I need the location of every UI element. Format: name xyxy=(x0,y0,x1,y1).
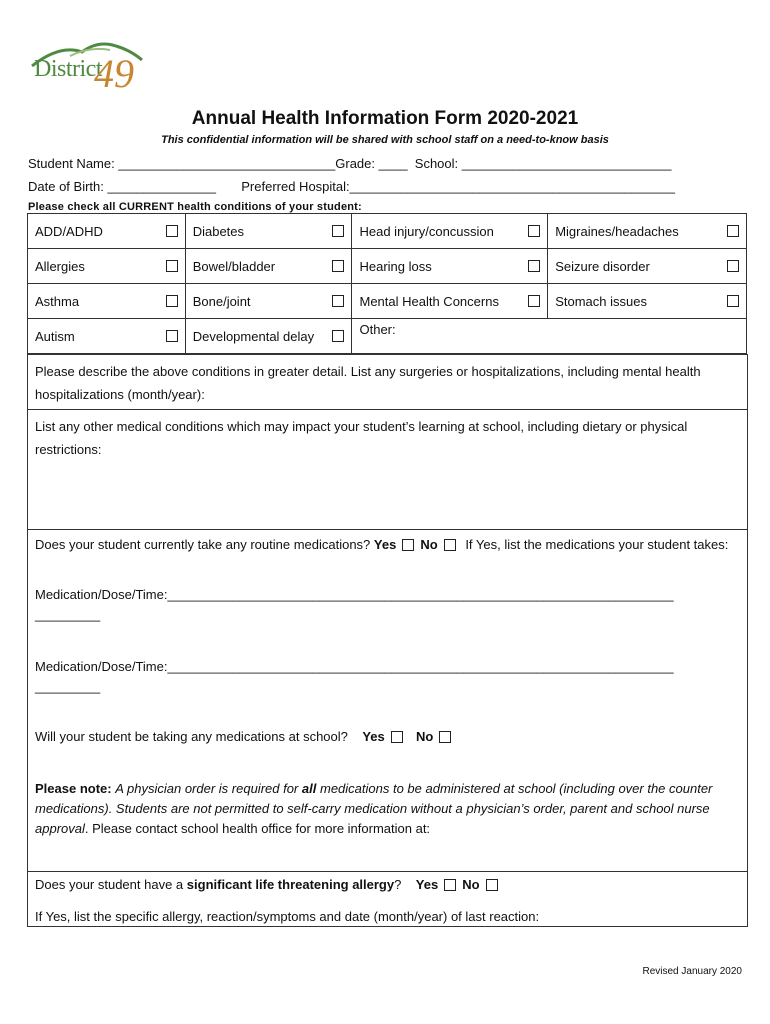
school-meds-no-label: No xyxy=(416,729,434,744)
condition-checkbox[interactable] xyxy=(727,295,739,307)
allergy-yes-checkbox[interactable] xyxy=(444,879,456,891)
condition-label: Autism xyxy=(35,328,75,344)
form-subtitle: This confidential information will be shared with school staff on a need-to-know basis xyxy=(161,134,609,146)
condition-checkbox[interactable] xyxy=(166,295,178,307)
describe-prompt: Please describe the above conditions in greater detail. List any surgeries or hospitalizations, including mental health hospitalizations (month/year): xyxy=(35,364,701,402)
physician-note: Please note: A physician order is required for all medications to be administered at school (including over the counter medications). Students are not permitted to self-carry medication without a physician’s order, parent and school nurse approval. Please contact school health office for more information at: xyxy=(35,781,713,836)
describe-box[interactable] xyxy=(27,354,748,410)
condition-label: Asthma xyxy=(35,293,80,309)
condition-label: Migraines/headaches xyxy=(555,223,679,239)
condition-checkbox[interactable] xyxy=(727,225,739,237)
district-logo xyxy=(30,38,150,110)
condition-label: Head injury/concussion xyxy=(359,223,494,239)
student-line xyxy=(28,156,671,171)
table-row xyxy=(28,214,747,249)
school-meds-no-checkbox[interactable] xyxy=(439,731,451,743)
condition-label: Developmental delay xyxy=(192,328,315,344)
school-meds-yes-label: Yes xyxy=(362,729,385,744)
conditions-table xyxy=(27,213,747,354)
hospital-label: Preferred Hospital: xyxy=(241,179,350,194)
meds-yes-checkbox[interactable] xyxy=(402,539,414,551)
condition-checkbox[interactable] xyxy=(528,225,540,237)
medications-box xyxy=(27,529,748,872)
condition-label: Allergies xyxy=(35,258,85,274)
medication-line-2[interactable]: Medication/Dose/Time:______________________________________________________________________ _________ xyxy=(35,659,674,694)
table-row xyxy=(28,319,747,354)
school-field[interactable]: _____________________________ xyxy=(461,156,672,171)
dob-line xyxy=(28,179,675,194)
condition-checkbox[interactable] xyxy=(166,225,178,237)
condition-checkbox[interactable] xyxy=(332,330,344,342)
table-row xyxy=(28,249,747,284)
allergy-yes-label: Yes xyxy=(415,877,439,892)
grade-label: Grade: xyxy=(335,156,375,171)
meds-question-line: Does your student currently take any routine medications? Yes No If Yes, list the medications your student takes: xyxy=(35,537,729,552)
meds-at-school-line: Will your student be taking any medications at school? Yes No xyxy=(35,727,740,747)
school-label: School: xyxy=(414,156,459,171)
condition-checkbox[interactable] xyxy=(528,260,540,272)
allergy-no-checkbox[interactable] xyxy=(486,879,498,891)
allergy-no-label: No xyxy=(462,877,480,892)
condition-label: Bone/joint xyxy=(192,293,251,309)
meds-yes-label: Yes xyxy=(373,537,397,552)
grade-field[interactable]: ____ xyxy=(378,156,408,171)
other-conditions-box[interactable] xyxy=(27,409,748,530)
condition-checkbox[interactable] xyxy=(332,295,344,307)
conditions-heading: Please check all CURRENT health conditions of your student: xyxy=(28,201,362,213)
school-meds-yes-checkbox[interactable] xyxy=(391,731,403,743)
student-name-label: Student Name: xyxy=(28,156,115,171)
other-conditions-prompt: List any other medical conditions which may impact your student’s learning at school, including dietary or physical restrictions: xyxy=(35,419,688,457)
condition-label: Stomach issues xyxy=(555,293,647,309)
condition-label: Bowel/bladder xyxy=(192,258,276,274)
condition-checkbox[interactable] xyxy=(332,260,344,272)
condition-checkbox[interactable] xyxy=(727,260,739,272)
allergy-box xyxy=(27,871,748,927)
hospital-field[interactable]: _____________________________________________ xyxy=(349,179,675,194)
form-title: Annual Health Information Form 2020-2021 xyxy=(191,108,579,129)
allergy-question-line: Does your student have a significant life threatening allergy? Yes No xyxy=(35,874,740,896)
condition-label: ADD/ADHD xyxy=(35,223,103,239)
condition-checkbox[interactable] xyxy=(166,260,178,272)
condition-label: Mental Health Concerns xyxy=(359,293,499,309)
condition-label: Seizure disorder xyxy=(555,258,650,274)
meds-no-label: No xyxy=(420,537,438,552)
revision-date: Revised January 2020 xyxy=(642,966,742,977)
condition-label: Hearing loss xyxy=(359,258,432,274)
logo-number: 49 xyxy=(94,51,134,96)
condition-checkbox[interactable] xyxy=(528,295,540,307)
condition-checkbox[interactable] xyxy=(166,330,178,342)
dob-label: Date of Birth: xyxy=(28,179,104,194)
logo-text: District xyxy=(34,56,102,82)
condition-label: Diabetes xyxy=(192,223,245,239)
table-row xyxy=(28,284,747,319)
condition-checkbox[interactable] xyxy=(332,225,344,237)
other-label: Other: xyxy=(359,322,396,337)
student-name-field[interactable]: ______________________________ xyxy=(118,156,336,171)
meds-no-checkbox[interactable] xyxy=(444,539,456,551)
dob-field[interactable]: _______________ xyxy=(107,179,216,194)
medication-line-1[interactable]: Medication/Dose/Time:______________________________________________________________________ _________ xyxy=(35,587,674,622)
allergy-followup: If Yes, list the specific allergy, reaction/symptoms and date (month/year) of last reaction: xyxy=(35,909,540,924)
